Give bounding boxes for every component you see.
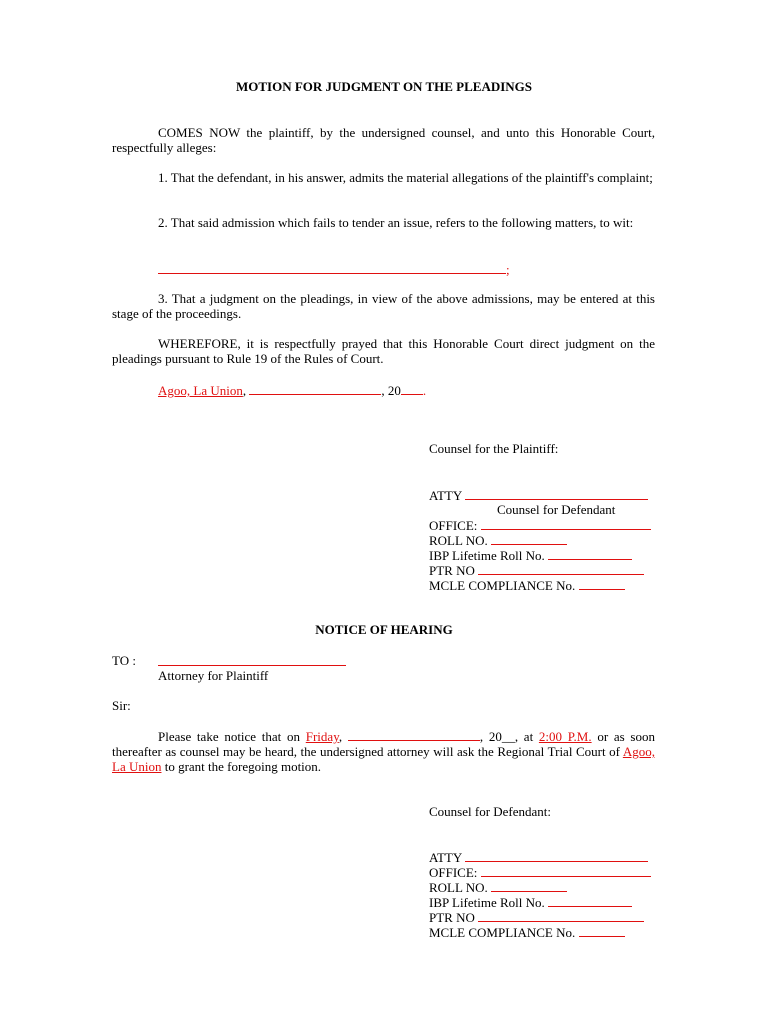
- sig1-mcle-line: [429, 577, 625, 593]
- sig2-atty-line: [429, 849, 648, 865]
- ptr-label: PTR NO: [429, 910, 475, 925]
- blank-line: [158, 261, 506, 274]
- year-blank: [401, 382, 423, 395]
- hearing-day: Friday: [305, 729, 339, 744]
- to-subtitle: Attorney for Plaintiff: [158, 668, 269, 683]
- court-place: Agoo, La Union: [112, 744, 655, 774]
- sig1-ibp-line: [429, 547, 632, 563]
- to-line: [112, 653, 136, 668]
- place-date-line: [158, 382, 426, 398]
- comma: ,: [242, 383, 247, 398]
- hearing-time: 2:00 P.M.: [538, 729, 592, 744]
- intro-paragraph: COMES NOW the plaintiff, by the undersigned counsel, and unto this Honorable Court, respectfully alleges:: [112, 125, 655, 155]
- allegation-2: 2. That said admission which fails to tender an issue, refers to the following matters, to wit:: [158, 215, 634, 230]
- to-blank: [158, 653, 346, 666]
- sig2-ibp-line: [429, 894, 632, 910]
- allegation-1: 1. That the defendant, in his answer, admits the material allegations of the plaintiff's complaint;: [158, 170, 653, 185]
- to-blank-wrap: [158, 653, 346, 669]
- sig2-mcle-line: [429, 924, 625, 940]
- matters-blank-line: [158, 261, 510, 277]
- allegation-3: 3. That a judgment on the pleadings, in view of the above admissions, may be entered at this stage of the proceedings.: [112, 291, 655, 321]
- notice-title: NOTICE OF HEARING: [315, 622, 453, 637]
- ibp-blank: [548, 894, 632, 907]
- sig2-heading: Counsel for Defendant:: [429, 804, 552, 819]
- to-label: TO :: [112, 653, 136, 668]
- ibp-label: IBP Lifetime Roll No.: [429, 548, 545, 563]
- ptr-blank: [478, 562, 644, 575]
- roll-blank: [491, 879, 567, 892]
- semicolon: ;: [506, 262, 510, 277]
- hearing-date-blank: [348, 728, 480, 741]
- wherefore-paragraph: WHEREFORE, it is respectfully prayed that this Honorable Court direct judgment on the pleadings pursuant to Rule 19 of the Rules of Court.: [112, 336, 655, 366]
- ptr-label: PTR NO: [429, 563, 475, 578]
- date-blank: [249, 382, 381, 395]
- sig1-roll-line: [429, 532, 567, 548]
- salutation: Sir:: [112, 698, 131, 713]
- roll-label: ROLL NO.: [429, 533, 488, 548]
- sig2-roll-line: [429, 879, 567, 895]
- motion-title: MOTION FOR JUDGMENT ON THE PLEADINGS: [235, 79, 533, 94]
- mcle-blank: [579, 924, 625, 937]
- sig2-ptr-line: [429, 909, 644, 925]
- roll-label: ROLL NO.: [429, 880, 488, 895]
- sig2-office-line: [429, 864, 651, 880]
- notice-body: Please take notice that on Friday, , 20__, at 2:00 P.M. or as soon thereafter as counsel may be heard, the undersigned attorney will ask the Regional Trial Court of Agoo, La Union to grant the foregoing motion.: [112, 729, 655, 774]
- office-blank: [481, 517, 651, 530]
- ibp-blank: [548, 547, 632, 560]
- mcle-blank: [579, 577, 625, 590]
- period: .: [422, 383, 427, 398]
- sig1-subtitle: Counsel for Defendant: [497, 502, 616, 517]
- roll-blank: [491, 532, 567, 545]
- office-label: OFFICE:: [429, 865, 478, 880]
- atty-label: ATTY: [429, 850, 462, 865]
- place: Agoo, La Union: [158, 383, 243, 398]
- sig1-atty-line: [429, 487, 648, 503]
- atty-blank: [465, 849, 648, 862]
- atty-label: ATTY: [429, 488, 462, 503]
- mcle-label: MCLE COMPLIANCE No.: [429, 925, 576, 940]
- sig1-ptr-line: [429, 562, 644, 578]
- ptr-blank: [478, 909, 644, 922]
- office-label: OFFICE:: [429, 518, 478, 533]
- office-blank: [481, 864, 651, 877]
- sig1-office-line: [429, 517, 651, 533]
- year-prefix: , 20: [381, 383, 401, 398]
- mcle-label: MCLE COMPLIANCE No.: [429, 578, 576, 593]
- sig1-heading: Counsel for the Plaintiff:: [429, 441, 559, 456]
- ibp-label: IBP Lifetime Roll No.: [429, 895, 545, 910]
- atty-blank: [465, 487, 648, 500]
